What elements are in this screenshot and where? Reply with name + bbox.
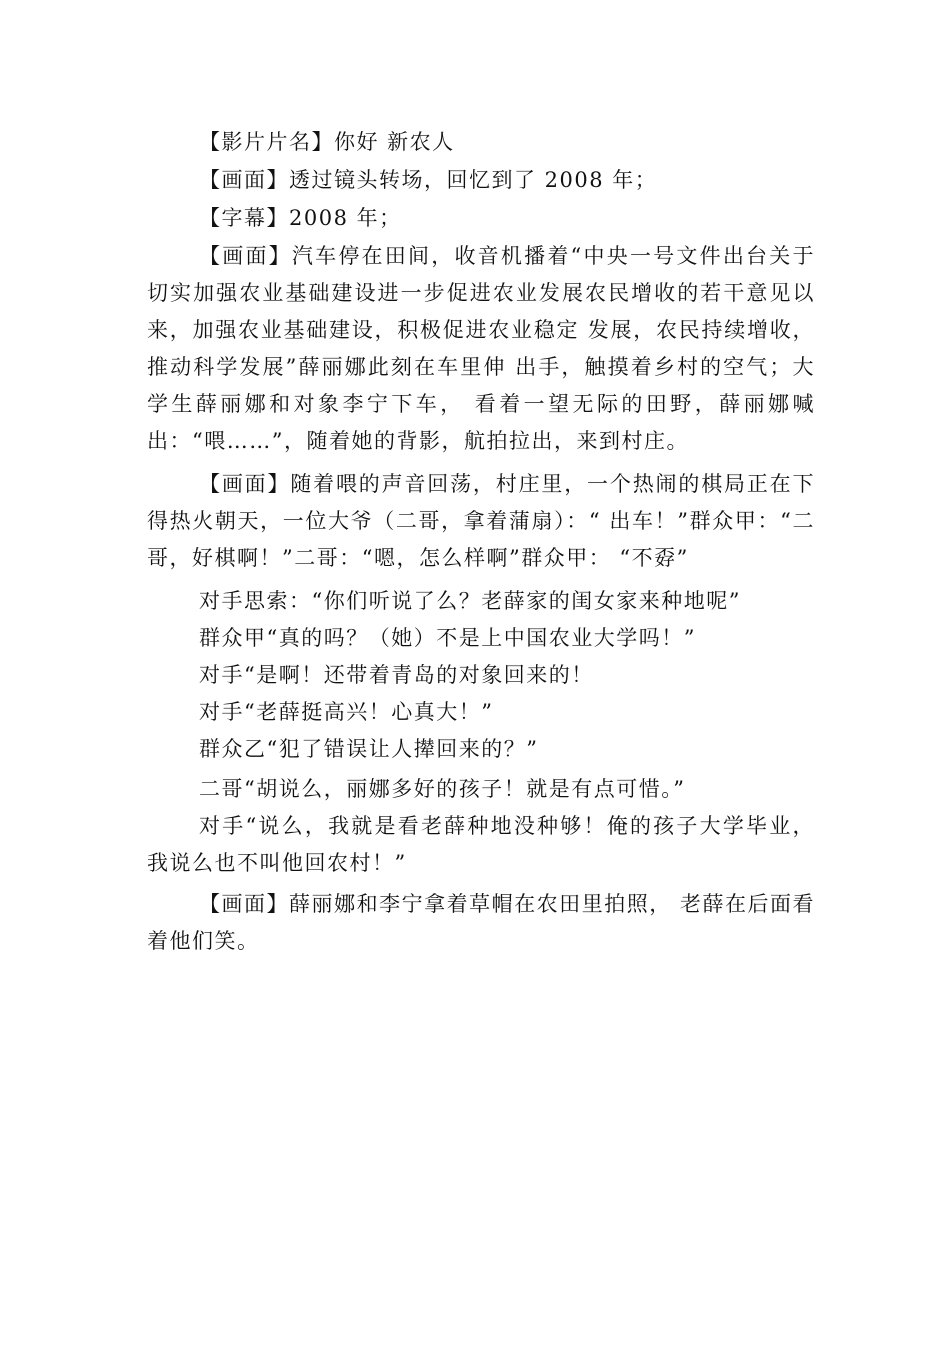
tag-label: 【画面】: [199, 168, 289, 192]
paragraph-text: 对手“说么，我就是看老薛种地没种够！俺的孩子大学毕业，我说么也不叫他回农村！”: [147, 814, 815, 875]
paragraph-scene: [147, 886, 815, 960]
paragraph-dialogue: [147, 657, 815, 694]
paragraph-text: 群众乙“犯了错误让人撵回来的？”: [199, 737, 539, 761]
paragraph-scene: [147, 466, 815, 577]
paragraph-text: 随着喂的声音回荡，村庄里，一个热闹的棋局正在下得热火朝天，一位大爷（二哥，拿着蒲扇）：“ 出车！”群众甲：“二哥，好棋啊！”二哥：“嗯，怎么样啊”群众甲： “不孬”: [147, 472, 816, 570]
paragraph-scene: [147, 238, 815, 460]
tag-label: 【影片片名】: [199, 130, 334, 154]
paragraph-text: 群众甲“真的吗？（她）不是上中国农业大学吗！”: [199, 626, 696, 650]
paragraph-text: 薛丽娜和李宁拿着草帽在农田里拍照， 老薛在后面看着他们笑。: [147, 892, 815, 953]
paragraph-text: 对手“老薛挺高兴！心真大！”: [199, 700, 494, 724]
paragraph-text: 2008 年；: [289, 206, 402, 230]
paragraph-text: 二哥“胡说么，丽娜多好的孩子！就是有点可惜。”: [199, 777, 686, 801]
paragraph-dialogue: [147, 620, 815, 657]
paragraph-dialogue: [147, 808, 815, 882]
tag-label: 【画面】: [199, 892, 290, 916]
paragraph-dialogue: [147, 583, 815, 620]
paragraph-text: 汽车停在田间，收音机播着“中央一号文件出台关于切实加强农业基础建设进一步促进农业发展农民增收的若干意见以来，加强农业基础建设，积极促进农业稳定 发展，农民持续增收，推动科学发展”薛丽娜此刻在车里伸 出手，触摸着乡村的空气；大学生薛丽娜和对象李宁下车， 看着一望无际的田野，薛丽娜喊出：“喂……”，随着她的背影，航拍拉出，来到村庄。: [147, 244, 816, 453]
paragraph-scene: [147, 162, 815, 199]
tag-label: 【画面】: [199, 472, 291, 496]
script-body: [147, 124, 815, 960]
paragraph-dialogue: [147, 771, 815, 808]
paragraph-subtitle: [147, 200, 815, 237]
tag-label: 【字幕】: [199, 206, 289, 230]
tag-label: 【画面】: [199, 244, 292, 268]
paragraph-text: 对手思索：“你们听说了么？老薛家的闺女家来种地呢”: [199, 589, 741, 613]
paragraph-text: 对手“是啊！还带着青岛的对象回来的！: [199, 663, 594, 687]
paragraph-film-title: [147, 124, 815, 161]
paragraph-dialogue: [147, 694, 815, 731]
paragraph-dialogue: [147, 731, 815, 768]
paragraph-text: 你好 新农人: [334, 130, 455, 154]
paragraph-text: 透过镜头转场，回忆到了 2008 年；: [289, 168, 658, 192]
